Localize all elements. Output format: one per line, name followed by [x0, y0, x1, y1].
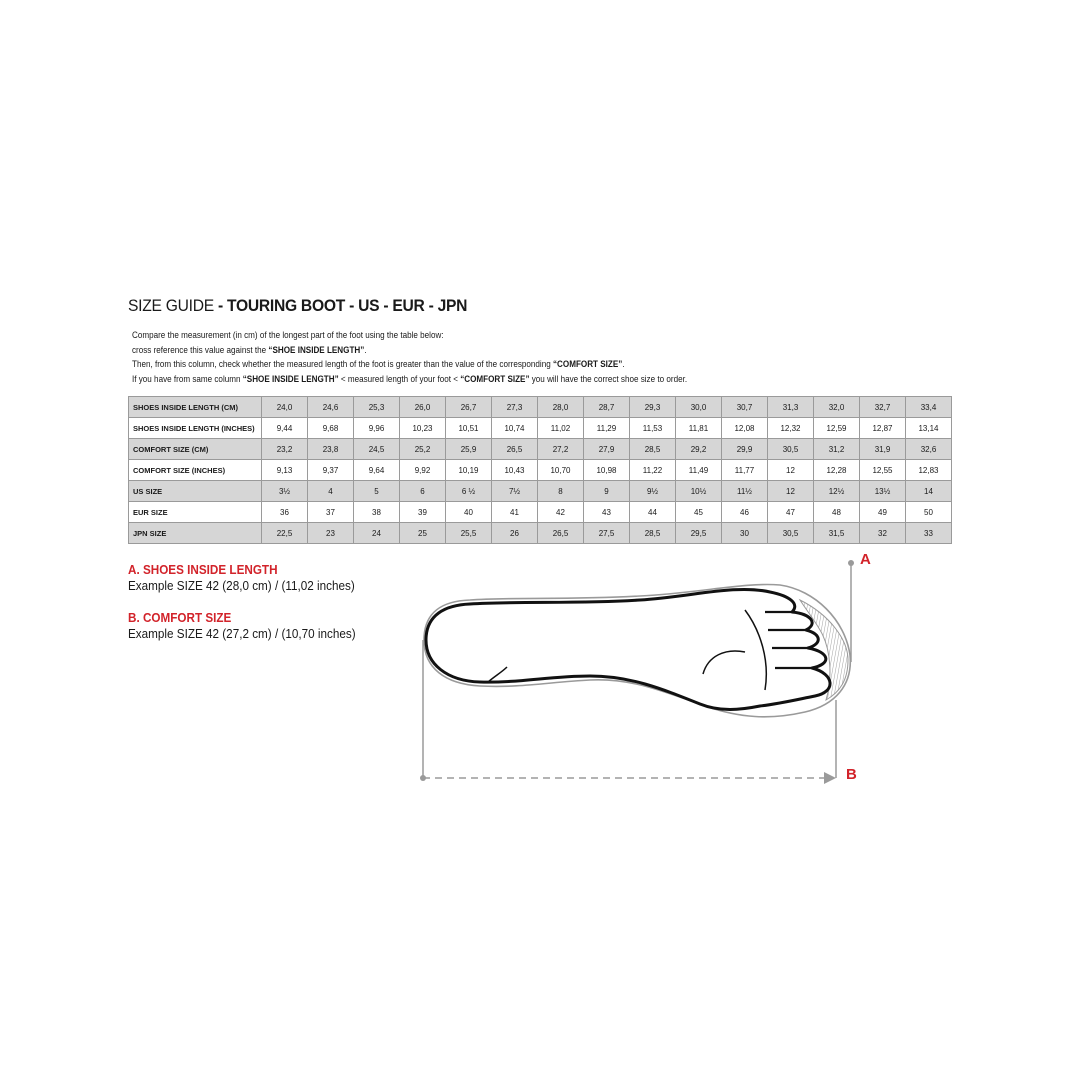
row-header: JPN SIZE	[129, 523, 262, 544]
instruction-text: If you have from same column	[132, 373, 243, 384]
table-cell: 28,0	[538, 397, 584, 418]
table-cell: 12,55	[860, 460, 906, 481]
row-header: COMFORT SIZE (CM)	[129, 439, 262, 460]
table-cell: 12,08	[722, 418, 768, 439]
instruction-text: .	[622, 359, 625, 369]
table-cell: 27,9	[584, 439, 630, 460]
table-cell: 33,4	[906, 397, 952, 418]
table-cell: 26,5	[492, 439, 538, 460]
marker-a: A	[860, 551, 871, 568]
table-cell: 30,5	[768, 439, 814, 460]
table-cell: 25	[400, 523, 446, 544]
table-cell: 33	[906, 523, 952, 544]
table-cell: 11,53	[630, 418, 676, 439]
table-cell: 22,5	[262, 523, 308, 544]
table-cell: 11,22	[630, 460, 676, 481]
row-header: US SIZE	[129, 481, 262, 502]
table-cell: 31,9	[860, 439, 906, 460]
instruction-text: < measured length of your foot <	[338, 373, 461, 384]
legend-b-heading: B. COMFORT SIZE	[128, 610, 232, 625]
table-cell: 29,9	[722, 439, 768, 460]
table-cell: 26	[492, 523, 538, 544]
table-cell: 5	[354, 481, 400, 502]
instruction-emphasis: “SHOE INSIDE LENGTH”	[268, 344, 365, 355]
row-header: SHOES INSIDE LENGTH (INCHES)	[129, 418, 262, 439]
table-cell: 28,7	[584, 397, 630, 418]
instruction-text: cross reference this value against the	[132, 344, 269, 355]
table-cell: 10,19	[446, 460, 492, 481]
table-cell: 24	[354, 523, 400, 544]
table-cell: 31,2	[814, 439, 860, 460]
table-cell: 13,14	[906, 418, 952, 439]
table-cell: 12,83	[906, 460, 952, 481]
table-cell: 46	[722, 502, 768, 523]
table-cell: 11½	[722, 481, 768, 502]
table-cell: 12,87	[860, 418, 906, 439]
table-cell: 44	[630, 502, 676, 523]
table-cell: 9,96	[354, 418, 400, 439]
table-cell: 9,44	[262, 418, 308, 439]
table-cell: 29,2	[676, 439, 722, 460]
table-cell: 47	[768, 502, 814, 523]
table-cell: 10,70	[538, 460, 584, 481]
table-cell: 10,43	[492, 460, 538, 481]
table-cell: 9,13	[262, 460, 308, 481]
table-cell: 3½	[262, 481, 308, 502]
table-cell: 25,2	[400, 439, 446, 460]
table-cell: 50	[906, 502, 952, 523]
table-cell: 9½	[630, 481, 676, 502]
legend-a-example: Example SIZE 42 (28,0 cm) / (11,02 inches)	[128, 578, 355, 593]
table-cell: 23,2	[262, 439, 308, 460]
table-cell: 12,28	[814, 460, 860, 481]
table-cell: 40	[446, 502, 492, 523]
table-cell: 41	[492, 502, 538, 523]
table-cell: 37	[308, 502, 354, 523]
guide-dot	[420, 775, 426, 781]
instruction-emphasis: “COMFORT SIZE”	[553, 359, 623, 369]
table-cell: 12,59	[814, 418, 860, 439]
table-cell: 30,7	[722, 397, 768, 418]
table-cell: 11,02	[538, 418, 584, 439]
table-cell: 10½	[676, 481, 722, 502]
table-cell: 26,0	[400, 397, 446, 418]
arrow-head	[824, 772, 836, 784]
foot-outline	[426, 589, 830, 709]
instruction-emphasis: “SHOE INSIDE LENGTH”	[242, 373, 339, 384]
row-header: EUR SIZE	[129, 502, 262, 523]
table-cell: 10,23	[400, 418, 446, 439]
guide-dot	[848, 560, 854, 566]
table-cell: 26,5	[538, 523, 584, 544]
instruction-text: you will have the correct shoe size to order.	[529, 373, 688, 384]
table-cell: 10,51	[446, 418, 492, 439]
table-cell: 43	[584, 502, 630, 523]
legend-b-example: Example SIZE 42 (27,2 cm) / (10,70 inches)	[128, 626, 356, 641]
table-cell: 12,32	[768, 418, 814, 439]
table-cell: 38	[354, 502, 400, 523]
marker-b: B	[846, 766, 857, 783]
table-cell: 13½	[860, 481, 906, 502]
table-cell: 28,5	[630, 523, 676, 544]
table-cell: 25,5	[446, 523, 492, 544]
instruction-text: .	[364, 344, 367, 355]
table-cell: 49	[860, 502, 906, 523]
instruction-line-1: Compare the measurement (in cm) of the longest part of the foot using the table below:	[132, 330, 444, 340]
table-cell: 28,5	[630, 439, 676, 460]
legend-a-heading: A. SHOES INSIDE LENGTH	[128, 562, 278, 577]
table-cell: 29,5	[676, 523, 722, 544]
table-cell: 30,5	[768, 523, 814, 544]
table-cell: 27,2	[538, 439, 584, 460]
table-cell: 4	[308, 481, 354, 502]
table-cell: 25,9	[446, 439, 492, 460]
title-light: SIZE GUIDE	[128, 296, 214, 315]
table-cell: 32	[860, 523, 906, 544]
table-cell: 32,7	[860, 397, 906, 418]
table-cell: 25,3	[354, 397, 400, 418]
table-cell: 9,92	[400, 460, 446, 481]
table-cell: 45	[676, 502, 722, 523]
table-cell: 26,7	[446, 397, 492, 418]
table-cell: 10,74	[492, 418, 538, 439]
table-cell: 12½	[814, 481, 860, 502]
table-cell: 32,0	[814, 397, 860, 418]
table-cell: 30	[722, 523, 768, 544]
table-cell: 9,64	[354, 460, 400, 481]
instruction-text: Then, from this column, check whether the measured length of the foot is greater than the value of the corresponding	[132, 359, 554, 369]
table-cell: 29,3	[630, 397, 676, 418]
table-cell: 31,5	[814, 523, 860, 544]
table-cell: 11,29	[584, 418, 630, 439]
table-cell: 24,6	[308, 397, 354, 418]
table-cell: 42	[538, 502, 584, 523]
table-cell: 30,0	[676, 397, 722, 418]
table-cell: 27,3	[492, 397, 538, 418]
row-header: SHOES INSIDE LENGTH (CM)	[129, 397, 262, 418]
table-cell: 12	[768, 481, 814, 502]
table-cell: 7½	[492, 481, 538, 502]
table-cell: 10,98	[584, 460, 630, 481]
table-cell: 24,0	[262, 397, 308, 418]
table-cell: 9,68	[308, 418, 354, 439]
table-cell: 8	[538, 481, 584, 502]
table-cell: 23,8	[308, 439, 354, 460]
table-cell: 23	[308, 523, 354, 544]
table-cell: 32,6	[906, 439, 952, 460]
table-cell: 6 ½	[446, 481, 492, 502]
title-bold: - TOURING BOOT - US - EUR - JPN	[213, 296, 468, 315]
table-cell: 24,5	[354, 439, 400, 460]
table-cell: 27,5	[584, 523, 630, 544]
table-cell: 11,49	[676, 460, 722, 481]
table-cell: 6	[400, 481, 446, 502]
table-cell: 48	[814, 502, 860, 523]
table-cell: 11,77	[722, 460, 768, 481]
instruction-emphasis: “COMFORT SIZE”	[460, 373, 530, 384]
table-cell: 9	[584, 481, 630, 502]
table-cell: 14	[906, 481, 952, 502]
table-cell: 36	[262, 502, 308, 523]
table-cell: 31,3	[768, 397, 814, 418]
row-header: COMFORT SIZE (INCHES)	[129, 460, 262, 481]
table-cell: 39	[400, 502, 446, 523]
table-cell: 12	[768, 460, 814, 481]
table-cell: 11,81	[676, 418, 722, 439]
table-cell: 9,37	[308, 460, 354, 481]
